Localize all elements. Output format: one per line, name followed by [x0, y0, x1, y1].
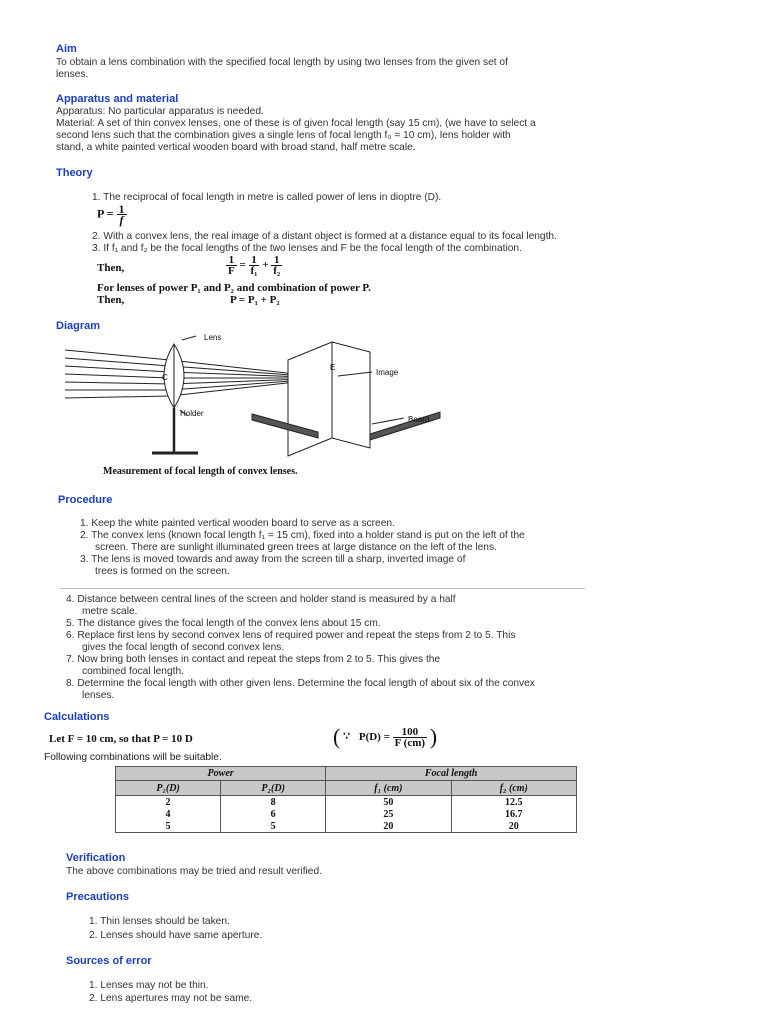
- aim-heading: Aim: [56, 43, 77, 55]
- theory-item-3: 3. If f₁ and f₂ be the focal lengths of the two lenses and F be the focal length of the combination.: [92, 243, 522, 254]
- calc-fraction-den: F (cm): [394, 736, 426, 749]
- sources-heading: Sources of error: [66, 955, 152, 967]
- eq-term-F-num: 1: [226, 255, 237, 266]
- eq-term-f2-num: 1: [271, 255, 282, 266]
- aim-text-line2: lenses.: [56, 69, 89, 80]
- screen-board-side: [332, 342, 370, 448]
- table-cell: 2: [116, 796, 221, 809]
- apparatus-heading: Apparatus and material: [56, 93, 179, 105]
- eq-term-F: [226, 255, 237, 276]
- procedure-step-8a: 8. Determine the focal length with other given lens. Determine the focal length of about six of the convex: [66, 678, 535, 689]
- lens-pointer: [182, 336, 196, 340]
- table-row: [116, 820, 577, 833]
- table-cell: 8: [221, 796, 326, 809]
- verification-text: The above combinations may be tried and result verified.: [66, 866, 322, 877]
- procedure-step-7b: combined focal length.: [82, 666, 184, 677]
- page-divider: [60, 588, 585, 589]
- procedure-step-4b: metre scale.: [82, 606, 138, 617]
- procedure-step-8b: lenses.: [82, 690, 115, 701]
- calc-power-formula: ( ∵ P(D) = $\frac{100}{F (cm)}$ ): [333, 724, 438, 749]
- table-cell: 6: [221, 808, 326, 820]
- table-row: [116, 808, 577, 820]
- table-cell: 5: [116, 820, 221, 833]
- label-board: Board: [408, 415, 430, 424]
- table-cell: 25: [326, 808, 451, 820]
- procedure-step-2b: screen. There are sunlight illuminated green trees at large distance on the left of the lens.: [95, 542, 497, 553]
- diagram-caption: Measurement of focal length of convex lenses.: [103, 466, 298, 477]
- table-group-power: Power: [116, 767, 326, 781]
- power-formula-denominator: f: [119, 213, 124, 227]
- ray-4: [65, 374, 170, 378]
- error-source-2: 2. Lens apertures may not be same.: [89, 993, 253, 1004]
- eq-term-f1-num: 1: [249, 255, 260, 266]
- combination-equation: $\frac{1}{F}$ = $\frac{1}{\text{f₁}}$ + $\frac{1}{\text{f₂}}$: [228, 254, 281, 277]
- eq-term-f1-den: f₁: [250, 265, 258, 277]
- table-cell: 50: [326, 796, 451, 809]
- apparatus-line2: Material: A set of thin convex lenses, one of these is of given focal length (say 15 cm), (we have to select a: [56, 118, 536, 129]
- lens-setup-diagram: [60, 330, 460, 460]
- ray-2: [65, 358, 170, 366]
- power-formula-lhs: P =: [97, 206, 114, 221]
- screen-board: [288, 342, 332, 456]
- apparatus-line4: stand, a white painted vertical wooden board with broad stand, half metre scale.: [56, 142, 416, 153]
- table-col-p2: P₂(D): [221, 781, 326, 796]
- diagram-heading: Diagram: [56, 320, 101, 332]
- board-pointer: [372, 418, 404, 424]
- apparatus-line1: Apparatus: No particular apparatus is needed.: [56, 106, 264, 117]
- table-cell: 4: [116, 808, 221, 820]
- theory-item-2: 2. With a convex lens, the real image of a distant object is formed at a distance equal to its focal length.: [92, 231, 557, 242]
- procedure-step-6a: 6. Replace first lens by second convex lens of required power and repeat the steps from 2 to 5. This: [66, 630, 516, 641]
- procedure-step-2a: 2. The convex lens (known focal length f₁ = 15 cm), fixed into a holder stand is put on the left of the: [80, 530, 525, 541]
- procedure-step-5: 5. The distance gives the focal length of the convex lens about 15 cm.: [66, 618, 381, 629]
- label-holder: Holder: [180, 409, 204, 418]
- precautions-heading: Precautions: [66, 891, 129, 903]
- eq-term-f2: [271, 255, 282, 276]
- ray-1: [65, 350, 170, 360]
- procedure-heading: Procedure: [58, 494, 113, 506]
- table-cell: 20: [326, 820, 451, 833]
- power-formula: [97, 204, 127, 225]
- label-e: E: [330, 363, 336, 372]
- power-formula-numerator: 1: [118, 202, 125, 216]
- procedure-step-6b: gives the focal length of second convex lens.: [82, 642, 285, 653]
- eq-term-f1: [249, 255, 260, 276]
- ray-7: [65, 396, 170, 398]
- procedure-step-3a: 3. The lens is moved towards and away from the screen till a sharp, inverted image of: [80, 554, 466, 565]
- ray-3: [65, 366, 170, 372]
- apparatus-line3: second lens such that the combination gives a single lens of focal length f₀ = 10 cm), lens holder with: [56, 130, 511, 141]
- theory-heading: Theory: [56, 167, 93, 179]
- label-image: Image: [376, 368, 399, 377]
- theory-item-1: 1. The reciprocal of focal length in metre is called power of lens in dioptre (D).: [92, 192, 442, 203]
- board-stand-right: [370, 412, 440, 440]
- calc-fraction: [393, 727, 427, 748]
- precaution-2: 2. Lenses should have same aperture.: [89, 930, 263, 941]
- eq-term-F-den: F: [228, 265, 235, 277]
- ray-5: [65, 382, 170, 384]
- table-cell: 5: [221, 820, 326, 833]
- theory-for-lenses: For lenses of power P₁ and P₂ and combination of power P.: [97, 282, 371, 294]
- theory-then-1: Then,: [97, 262, 125, 274]
- eq-term-f2-den: f₂: [273, 265, 281, 277]
- error-source-1: 1. Lenses may not be thin.: [89, 980, 209, 991]
- table-cell: 20: [451, 820, 576, 833]
- calc-let-statement: Let F = 10 cm, so that P = 10 D: [49, 733, 193, 745]
- table-group-focal: Focal length: [326, 767, 577, 781]
- table-col-f1: f₁ (cm): [326, 781, 451, 796]
- combinations-table: [115, 766, 577, 833]
- verification-heading: Verification: [66, 852, 126, 864]
- procedure-step-7a: 7. Now bring both lenses in contact and repeat the steps from 2 to 5. This gives the: [66, 654, 441, 665]
- theory-then-2: Then,: [97, 294, 125, 306]
- power-formula-fraction: [117, 204, 127, 225]
- procedure-step-3b: trees is formed on the screen.: [95, 566, 230, 577]
- precaution-1: 1. Thin lenses should be taken.: [89, 916, 230, 927]
- table-cell: 16.7: [451, 808, 576, 820]
- procedure-step-1: 1. Keep the white painted vertical wooden board to serve as a screen.: [80, 518, 395, 529]
- label-c: C: [162, 373, 168, 382]
- calculations-heading: Calculations: [44, 711, 110, 723]
- power-sum-equation: P = P₁ + P₂: [230, 294, 280, 306]
- table-col-p1: P₁(D): [116, 781, 221, 796]
- table-cell: 12.5: [451, 796, 576, 809]
- because-symbol: ∵: [343, 730, 351, 743]
- table-row: [116, 796, 577, 809]
- calc-pd-label: P(D) =: [358, 730, 390, 743]
- label-lens: Lens: [204, 333, 222, 342]
- calc-fraction-num: 100: [393, 727, 427, 738]
- calc-following: Following combinations will be suitable.: [44, 752, 222, 763]
- aim-text-line1: To obtain a lens combination with the specified focal length by using two lenses from the given set of: [56, 57, 508, 68]
- table-col-f2: f₂ (cm): [451, 781, 576, 796]
- procedure-step-4a: 4. Distance between central lines of the screen and holder stand is measured by a half: [66, 594, 456, 605]
